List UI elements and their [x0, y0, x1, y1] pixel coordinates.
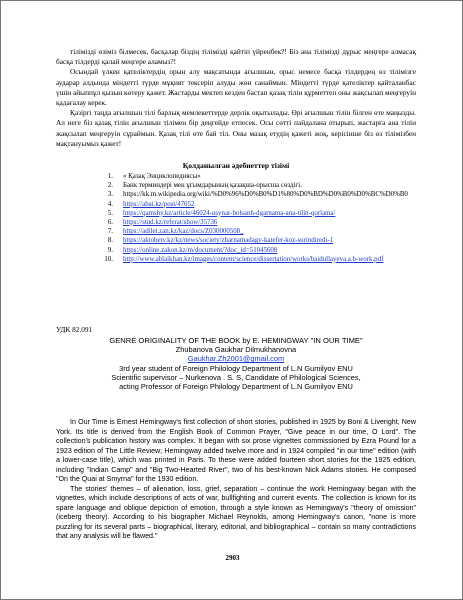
- reference-link[interactable]: http://www.ablaikhan.kz/images/content/science/dissertation/works/baidullayeva.a.b-work.pdf: [123, 255, 384, 263]
- kazakh-paragraph: Осындай үлкен қателіктердің орын алу мақсатында ағылшын, орыс немесе басқа тілдердең өз тілімізге аударар алдында міндетті түрде мұқият тексеріп алуды жөн санаймын. Міндетті түрде қателіктер қайталанбас үшін айыппұл қызын көтеру қажет. Жастарды мектеп кезден бастап қазақ тілін құрметтеп оны жақсылап меңгеруін қадағалау керек.: [56, 67, 416, 108]
- article-body: [56, 418, 416, 542]
- references-list: [56, 173, 416, 265]
- article-title: GENRE ORIGINALITY OF THE BOOK by E. HEMINGWAY "IN OUR TIME": [109, 336, 363, 345]
- reference-item: 2. Банк терминдері мен ұғымдарының қазақша-орысша сөздігі.: [107, 182, 302, 190]
- kazakh-paragraph: тілімізді өзіміз білмесек, басқалар біздің тілімізді қайтіп үйренбек?! Біз ана тілімізді дұрыс меңгере алмасақ басқа тілдерді қалай меңгере аламыз?!: [56, 47, 416, 67]
- body-paragraph: The stories' themes – of alienation, loss, grief, separation – continue the work Hemingway began with the vignettes, which include descriptions of acts of war, bullfighting and current events. The collection is known for its spare language and oblique depiction of emotion, through a style known as Hemingway's "theory of omission" (iceberg theory). According to his biographer Michael Reynolds, among Hemingway's canon, "none is more puzzling for its several parts – biographical, literary, editorial, and bibliographical – contain so many contradictions that any analysis will be flawed.": [56, 484, 416, 540]
- author-email-link[interactable]: Gaukhar.Zh2001@gmail.com: [187, 354, 285, 364]
- reference-link[interactable]: https://abai.kz/post/47052: [123, 200, 195, 208]
- reference-link[interactable]: https://qamshy.kz/article/46024-usynar-bolsanh-dgarnama-ana-tilin-qorlama/: [123, 209, 336, 217]
- supervisor-role: acting Professor of Foreign Philology Department of L.N Gumilyov ENU: [119, 382, 353, 392]
- reference-text: https://kk.m.wikipedia.org/wiki/%D0%96%D0%B0%D1%80%D0%BD%D0%B0%D0%BC%D0%B0: [123, 191, 408, 199]
- body-paragraph: In Our Time is Ernest Hemingway's first collection of short stories, published in 1925 by Boni & Liveright, New York. Its title is derived from the English Book of Common Prayer, "Give peace in our time, O Lord". The collection's publication history was complex. It began with six prose vignettes commissioned by Ezra Pound for a 1923 edition of The Little Review; Hemingway added twelve more and in 1924 compiled "in our time" edition (with a lower-case title), which was printed in Paris. To these were added fourteen short stories for the 1925 edition, including "Indian Camp" and "Big Two-Hearted River", two of his best-known Nick Adams stories. He composed "On the Quai at Smyrna" for the 1930 edition.: [56, 418, 416, 483]
- reference-link[interactable]: https://online.zakon.kz/m/document/?doc_id=51045608: [123, 246, 278, 254]
- kazakh-paragraph: Қазіргі таңда ағылшын тілі барлық мемлекеттерде дерлік оқытылады. Өрі ағылшын тілін білген өте маңызды. Ал неге біз қазақ тілін ағылшын тілімен бір деңгейде етпесек. Осы сөтті пайдалана отырып, жастарға ана тілін жақсылап меңгеруін сұраймын. Қазақ тілі өте бай тіл. Оны мазақ етудің қажеті жоқ, керісінше біз өз тілімізбен мақтануымыз қажет!: [56, 108, 416, 148]
- page-number: 2903: [225, 554, 240, 562]
- references-heading: Қолданылған әдебиеттер тізімі: [182, 161, 290, 170]
- reference-item: 10. http://www.ablaikhan.kz/images/content/science/dissertation/works/baidullayeva.a.b-work.pdf: [104, 255, 384, 263]
- reference-link[interactable]: https://stud.kz/referat/show/35736: [123, 218, 218, 226]
- reference-item: 6. https://stud.kz/referat/show/35736: [107, 218, 218, 226]
- author-info: [56, 345, 416, 391]
- reference-item: 5. https://qamshy.kz/article/46024-usynar-bolsanh-dgarnama-ana-tilin-qorlama/: [107, 209, 336, 217]
- reference-item: 4. https://abai.kz/post/47052: [107, 200, 195, 208]
- reference-item: 9. https://online.zakon.kz/m/document/?doc_id=51045608: [107, 246, 278, 254]
- author-name: Zhubanova Gaukhar Dilmukhanovna: [175, 345, 297, 354]
- reference-text: « Қазақ Энциклопедиясы»: [123, 173, 201, 180]
- reference-text: Банк терминдері мен ұғымдарының қазақша-орысша сөздігі.: [123, 182, 302, 190]
- udk-code: УДК 82.091: [56, 325, 93, 334]
- supervisor-line: Scientific supervisor – Nurkenova . S. S, Candidate of Philological Sciences,: [111, 372, 361, 382]
- reference-item: 8. https://aktobetv.kz/kz/news/society/zharnamadagy-katefer-koz-surindiredi-1: [107, 237, 334, 245]
- kazakh-text-block: [56, 47, 416, 149]
- author-affiliation: 3rd year student of Foreign Philology Department of L.N Gumilyov ENU: [119, 363, 353, 373]
- reference-link[interactable]: https://aktobetv.kz/kz/news/society/zharnamadagy-katefer-koz-surindiredi-1: [123, 237, 334, 245]
- reference-item: 3. https://kk.m.wikipedia.org/wiki/%D0%96%D0%B0%D1%80%D0%BD%D0%B0%D0%BC%D0%B0: [107, 191, 408, 199]
- reference-link[interactable]: https://adilet.zan.kz/kaz/docs/Z030000508_: [123, 228, 244, 236]
- reference-item: 7. https://adilet.zan.kz/kaz/docs/Z030000508_: [107, 228, 244, 236]
- reference-item: 1. « Қазақ Энциклопедиясы»: [107, 173, 201, 180]
